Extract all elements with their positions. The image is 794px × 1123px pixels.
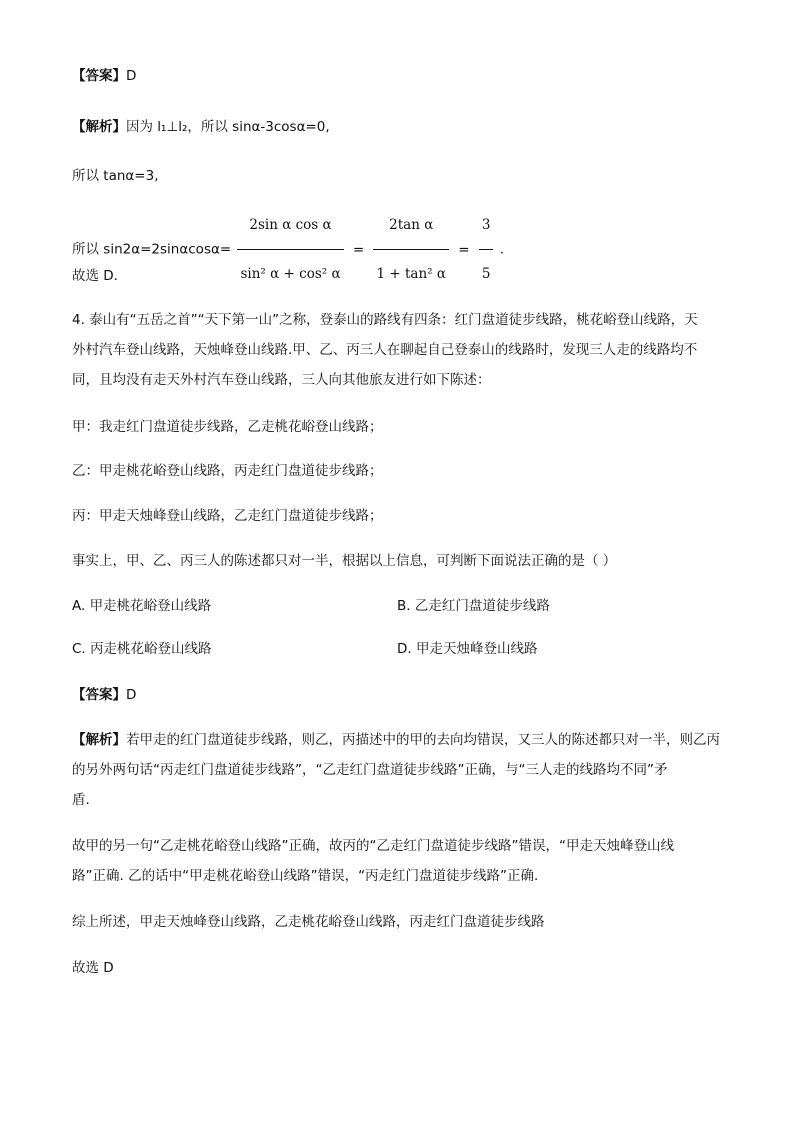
formula-suffix: .: [499, 241, 505, 258]
q4-option-a: A. 甲走桃花峪登山线路: [72, 598, 212, 614]
q3-conclusion: 故选 D.: [72, 268, 118, 284]
analysis-text: 若甲走的红门盘道徒步线路，则乙，丙描述中的甲的去向均错误，又三人的陈述都只对一半，则乙丙: [126, 732, 720, 748]
equals-sign-1: =: [352, 241, 365, 258]
q4-stem-line1: 4. 泰山有“五岳之首”“天下第一山”之称，登泰山的路线有四条：红门盘道徒步线路，桃花峪登山线路，天: [72, 312, 698, 328]
q4-question: 事实上，甲、乙、丙三人的陈述都只对一半，根据以上信息，可判断下面说法正确的是（ ）: [72, 553, 617, 569]
q4-statement-jia: 甲：我走红门盘道徒步线路，乙走桃花峪登山线路；: [72, 419, 383, 435]
q3-analysis-line1: [72, 117, 330, 137]
q4-option-c: C. 丙走桃花峪登山线路: [72, 641, 212, 657]
formula-prefix: 所以 sin2α=2sinαcosα=: [72, 241, 232, 258]
analysis-tag: 【解析】: [72, 732, 126, 748]
q4-analysis-line1: [72, 730, 720, 750]
q4-analysis-line4: 故甲的另一句“乙走桃花峪登山线路”正确，故丙的“乙走红门盘道徒步线路”错误，“甲走天烛峰登山线: [72, 838, 674, 854]
q4-analysis-line5: 路”正确. 乙的话中“甲走桃花峪登山线路”错误，“丙走红门盘道徒步线路”正确.: [72, 868, 539, 884]
q4-stem-line3: 同，且均没有走天外村汽车登山线路，三人向其他旅友进行如下陈述：: [72, 372, 491, 388]
fraction-3-numerator: 3: [479, 203, 494, 250]
q4-analysis-line3: 盾.: [72, 792, 90, 808]
fraction-1: [237, 203, 343, 296]
q3-answer: [72, 66, 136, 86]
fraction-2-numerator: 2tan α: [373, 203, 448, 250]
q4-option-d: D. 甲走天烛峰登山线路: [397, 641, 538, 657]
q4-analysis-line2: 的另外两句话“丙走红门盘道徒步线路”，“乙走红门盘道徒步线路”正确，与“三人走的线路均不同”矛: [72, 762, 668, 778]
analysis-tag: 【解析】: [72, 119, 126, 135]
q4-statement-bing: 丙：甲走天烛峰登山线路，乙走红门盘道徒步线路；: [72, 508, 383, 524]
fraction-1-numerator: 2sin α cos α: [237, 203, 343, 250]
q4-stem-line2: 外村汽车登山线路，天烛峰登山线路.甲、乙、丙三人在聊起自己登泰山的线路时，发现三人走的线路均不: [72, 342, 698, 358]
fraction-2-denominator: 1 + tan² α: [376, 266, 446, 282]
q4-conclusion: 故选 D: [72, 960, 114, 976]
q4-answer: [72, 685, 136, 705]
fraction-3: [479, 203, 494, 296]
fraction-1-denominator: sin² α + cos² α: [240, 266, 341, 282]
answer-tag: 【答案】: [72, 68, 126, 84]
fraction-2: [373, 203, 448, 296]
fraction-3-denominator: 5: [481, 266, 491, 282]
q4-option-b: B. 乙走红门盘道徒步线路: [397, 598, 550, 614]
q4-analysis-line6: 综上所述，甲走天烛峰登山线路，乙走桃花峪登山线路，丙走红门盘道徒步线路: [72, 914, 545, 930]
answer-value: D: [126, 687, 137, 703]
q3-analysis-line2: 所以 tanα=3,: [72, 168, 159, 184]
answer-tag: 【答案】: [72, 687, 126, 703]
q4-statement-yi: 乙：甲走桃花峪登山线路，丙走红门盘道徒步线路；: [72, 463, 383, 479]
equals-sign-2: =: [458, 241, 470, 258]
analysis-text: 因为 l₁⊥l₂，所以 sinα-3cosα=0,: [126, 119, 330, 135]
answer-value: D: [126, 68, 137, 84]
